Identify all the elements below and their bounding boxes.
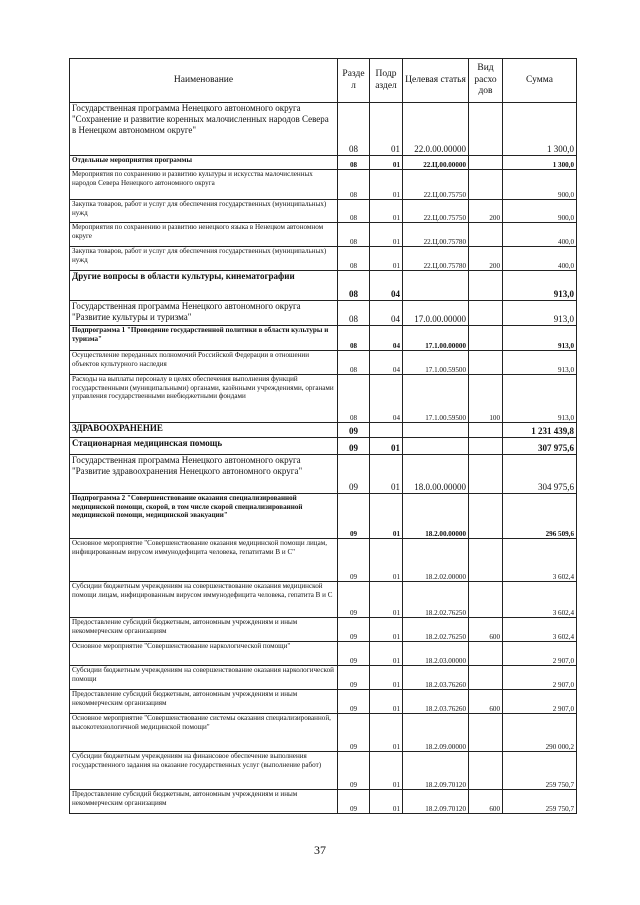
cell-vid: [469, 170, 503, 200]
cell-podrazdel: 01: [370, 494, 403, 539]
cell-vid: [469, 271, 503, 301]
cell-sum: 3 602,4: [503, 539, 577, 582]
cell-sum: 259 750,7: [503, 752, 577, 790]
cell-razdel: 09: [338, 494, 370, 539]
table-row: [70, 539, 577, 582]
cell-vid: [469, 423, 503, 438]
cell-razdel: 09: [338, 690, 370, 714]
cell-vid: [469, 539, 503, 582]
cell-razdel: 08: [338, 156, 370, 170]
cell-razdel: 08: [338, 351, 370, 375]
cell-podrazdel: 01: [370, 539, 403, 582]
table-row: [70, 271, 577, 301]
table-row: [70, 666, 577, 690]
cell-razdel: 09: [338, 642, 370, 666]
table-row: [70, 200, 577, 223]
cell-sum: 3 602,4: [503, 618, 577, 642]
cell-vid: [469, 642, 503, 666]
cell-target: 18.2.09.70120: [403, 752, 469, 790]
cell-name: Мероприятия по сохранению и развитию ненецкого языка в Ненецком автономном округе: [70, 223, 338, 247]
cell-name: Другие вопросы в области культуры, кинематографии: [70, 271, 338, 301]
col-podrazdel-header: Подр аздел: [370, 59, 403, 103]
cell-podrazdel: 01: [370, 438, 403, 455]
table-row: [70, 455, 577, 494]
cell-vid: [469, 714, 503, 752]
cell-razdel: 09: [338, 438, 370, 455]
cell-sum: 290 000,2: [503, 714, 577, 752]
cell-target: [403, 438, 469, 455]
table-row: [70, 714, 577, 752]
table-row: [70, 170, 577, 200]
table-row: [70, 790, 577, 814]
col-sum-header: Сумма: [503, 59, 577, 103]
cell-razdel: 08: [338, 200, 370, 223]
cell-razdel: 09: [338, 582, 370, 618]
cell-name: Отдельные мероприятия программы: [70, 156, 338, 170]
table-row: [70, 618, 577, 642]
table-row: [70, 351, 577, 375]
cell-podrazdel: 01: [370, 666, 403, 690]
cell-name: Стационарная медицинская помощь: [70, 438, 338, 455]
cell-name: Субсидии бюджетным учреждениям на совершенствование оказания наркологической помощи: [70, 666, 338, 690]
table-row: [70, 301, 577, 326]
cell-name: Осуществление переданных полномочий Российской Федерации в отношении объектов культурного наследия: [70, 351, 338, 375]
cell-target: 18.2.03.76260: [403, 666, 469, 690]
cell-razdel: 08: [338, 247, 370, 271]
cell-podrazdel: 04: [370, 375, 403, 423]
cell-name: Подпрограмма 1 "Проведение государственной политики в области культуры и туризма": [70, 326, 338, 351]
cell-name: Основное мероприятие "Совершенствование оказания медицинской помощи лицам, инфицированным вирусом иммунодефицита человека, гепатитами В и С": [70, 539, 338, 582]
cell-podrazdel: 01: [370, 170, 403, 200]
cell-sum: 1 300,0: [503, 103, 577, 156]
table-row: [70, 642, 577, 666]
cell-vid: 200: [469, 247, 503, 271]
cell-vid: [469, 582, 503, 618]
cell-razdel: 09: [338, 752, 370, 790]
cell-sum: 3 602,4: [503, 582, 577, 618]
cell-vid: [469, 351, 503, 375]
cell-razdel: 08: [338, 326, 370, 351]
cell-sum: 1 300,0: [503, 156, 577, 170]
table-row: [70, 438, 577, 455]
cell-podrazdel: 01: [370, 156, 403, 170]
cell-name: Закупка товаров, работ и услуг для обеспечения государственных (муниципальных) нужд: [70, 200, 338, 223]
cell-sum: 2 907,0: [503, 690, 577, 714]
cell-sum: 307 975,6: [503, 438, 577, 455]
cell-vid: [469, 438, 503, 455]
cell-vid: [469, 666, 503, 690]
cell-razdel: 08: [338, 223, 370, 247]
cell-name: Закупка товаров, работ и услуг для обеспечения государственных (муниципальных) нужд: [70, 247, 338, 271]
cell-name: Предоставление субсидий бюджетным, автономным учреждениям и иным некоммерческим организациям: [70, 790, 338, 814]
cell-target: 22.Ц.00.75750: [403, 170, 469, 200]
cell-name: Предоставление субсидий бюджетным, автономным учреждениям и иным некоммерческим организациям: [70, 690, 338, 714]
cell-name: Мероприятия по сохранению и развитию культуры и искусства малочисленных народов Севера Ненецкого автономного округа: [70, 170, 338, 200]
cell-target: 22.Ц.00.75750: [403, 200, 469, 223]
cell-sum: 2 907,0: [503, 666, 577, 690]
cell-sum: 900,0: [503, 170, 577, 200]
cell-podrazdel: 01: [370, 752, 403, 790]
cell-target: 18.2.02.00000: [403, 539, 469, 582]
col-target-header: Целевая статья: [403, 59, 469, 103]
cell-razdel: 08: [338, 375, 370, 423]
cell-target: 22.0.00.00000: [403, 103, 469, 156]
cell-vid: [469, 752, 503, 790]
cell-target: 18.2.03.00000: [403, 642, 469, 666]
cell-name: Государственная программа Ненецкого автономного округа "Развитие здравоохранения Ненецкого автономного округа": [70, 455, 338, 494]
cell-sum: 913,0: [503, 375, 577, 423]
cell-name: Предоставление субсидий бюджетным, автономным учреждениям и иным некоммерческим организациям: [70, 618, 338, 642]
col-vid-header: Вид расхо дов: [469, 59, 503, 103]
cell-name: Субсидии бюджетным учреждениям на совершенствование оказания медицинской помощи лицам, инфицированным вирусом иммунодефицита человека, гепатита В и С: [70, 582, 338, 618]
cell-target: 22.Ц.00.75780: [403, 247, 469, 271]
cell-sum: 913,0: [503, 326, 577, 351]
cell-razdel: 09: [338, 455, 370, 494]
table-row: [70, 423, 577, 438]
cell-name: Государственная программа Ненецкого автономного округа "Сохранение и развитие коренных малочисленных народов Севера в Ненецком автономном округе": [70, 103, 338, 156]
cell-sum: 913,0: [503, 271, 577, 301]
cell-podrazdel: 01: [370, 247, 403, 271]
cell-vid: 600: [469, 618, 503, 642]
cell-razdel: 09: [338, 539, 370, 582]
cell-razdel: 08: [338, 170, 370, 200]
table-row: [70, 223, 577, 247]
cell-podrazdel: 01: [370, 690, 403, 714]
cell-podrazdel: 04: [370, 271, 403, 301]
cell-target: 18.2.00.00000: [403, 494, 469, 539]
cell-target: 18.0.00.00000: [403, 455, 469, 494]
cell-razdel: 09: [338, 714, 370, 752]
cell-sum: 900,0: [503, 200, 577, 223]
cell-name: Основное мероприятие "Совершенствование системы оказания специализированной, высокотехнологичной медицинской помощи": [70, 714, 338, 752]
cell-sum: 259 750,7: [503, 790, 577, 814]
cell-podrazdel: 01: [370, 455, 403, 494]
table-row: [70, 375, 577, 423]
cell-podrazdel: 01: [370, 618, 403, 642]
table-row: [70, 103, 577, 156]
cell-sum: 1 231 439,8: [503, 423, 577, 438]
cell-target: 17.1.00.59500: [403, 375, 469, 423]
cell-podrazdel: 01: [370, 642, 403, 666]
cell-vid: [469, 455, 503, 494]
cell-podrazdel: 04: [370, 326, 403, 351]
table-row: [70, 326, 577, 351]
table-row: [70, 690, 577, 714]
cell-vid: [469, 326, 503, 351]
page-number: 37: [314, 843, 326, 857]
cell-razdel: 09: [338, 618, 370, 642]
cell-podrazdel: 01: [370, 714, 403, 752]
cell-sum: 913,0: [503, 301, 577, 326]
col-razdel-header: Разде л: [338, 59, 370, 103]
cell-target: 18.2.02.76250: [403, 618, 469, 642]
cell-name: Основное мероприятие "Совершенствование наркологической помощи": [70, 642, 338, 666]
cell-vid: [469, 223, 503, 247]
cell-vid: 600: [469, 690, 503, 714]
cell-name: Субсидии бюджетным учреждениям на финансовое обеспечение выполнения государственного задания на оказание государственных услуг (выполнение работ): [70, 752, 338, 790]
cell-target: 18.2.09.00000: [403, 714, 469, 752]
cell-sum: 913,0: [503, 351, 577, 375]
table-row: [70, 752, 577, 790]
cell-target: [403, 271, 469, 301]
cell-podrazdel: [370, 423, 403, 438]
cell-podrazdel: 04: [370, 351, 403, 375]
cell-vid: 100: [469, 375, 503, 423]
cell-podrazdel: 01: [370, 223, 403, 247]
cell-target: 18.2.03.76260: [403, 690, 469, 714]
cell-podrazdel: 01: [370, 200, 403, 223]
cell-target: 17.1.00.00000: [403, 326, 469, 351]
cell-razdel: 08: [338, 103, 370, 156]
cell-sum: 400,0: [503, 223, 577, 247]
cell-vid: 600: [469, 790, 503, 814]
cell-name: Расходы на выплаты персоналу в целях обеспечения выполнения функций государственными (муниципальными) органами, казёнными учреждениями, органами управления государственными внебюджетными фондами: [70, 375, 338, 423]
cell-target: 17.1.00.59500: [403, 351, 469, 375]
cell-sum: 2 907,0: [503, 642, 577, 666]
cell-razdel: 08: [338, 301, 370, 326]
table-row: [70, 494, 577, 539]
cell-target: 18.2.02.76250: [403, 582, 469, 618]
cell-name: ЗДРАВООХРАНЕНИЕ: [70, 423, 338, 438]
cell-podrazdel: 01: [370, 790, 403, 814]
table-row: [70, 247, 577, 271]
col-name-header: Наименование: [70, 59, 338, 103]
table-row: [70, 156, 577, 170]
cell-vid: 200: [469, 200, 503, 223]
cell-sum: 400,0: [503, 247, 577, 271]
cell-target: 22.Ц.00.75780: [403, 223, 469, 247]
table-row: [70, 582, 577, 618]
cell-razdel: 09: [338, 666, 370, 690]
cell-target: 18.2.09.70120: [403, 790, 469, 814]
cell-vid: [469, 301, 503, 326]
cell-razdel: 09: [338, 790, 370, 814]
cell-name: Государственная программа Ненецкого автономного округа "Развитие культуры и туризма": [70, 301, 338, 326]
cell-vid: [469, 103, 503, 156]
cell-vid: [469, 156, 503, 170]
cell-target: [403, 423, 469, 438]
cell-podrazdel: 01: [370, 103, 403, 156]
cell-vid: [469, 494, 503, 539]
cell-sum: 296 509,6: [503, 494, 577, 539]
budget-table: [69, 58, 577, 814]
cell-razdel: 09: [338, 423, 370, 438]
cell-target: 17.0.00.00000: [403, 301, 469, 326]
cell-podrazdel: 01: [370, 582, 403, 618]
cell-target: 22.Ц.00.00000: [403, 156, 469, 170]
cell-podrazdel: 04: [370, 301, 403, 326]
cell-razdel: 08: [338, 271, 370, 301]
cell-sum: 304 975,6: [503, 455, 577, 494]
header-row: [70, 59, 577, 103]
cell-name: Подпрограмма 2 "Совершенствование оказания специализированной медицинской помощи, скорой, в том числе скорой специализированной медицинской помощи, медицинской эвакуации": [70, 494, 338, 539]
